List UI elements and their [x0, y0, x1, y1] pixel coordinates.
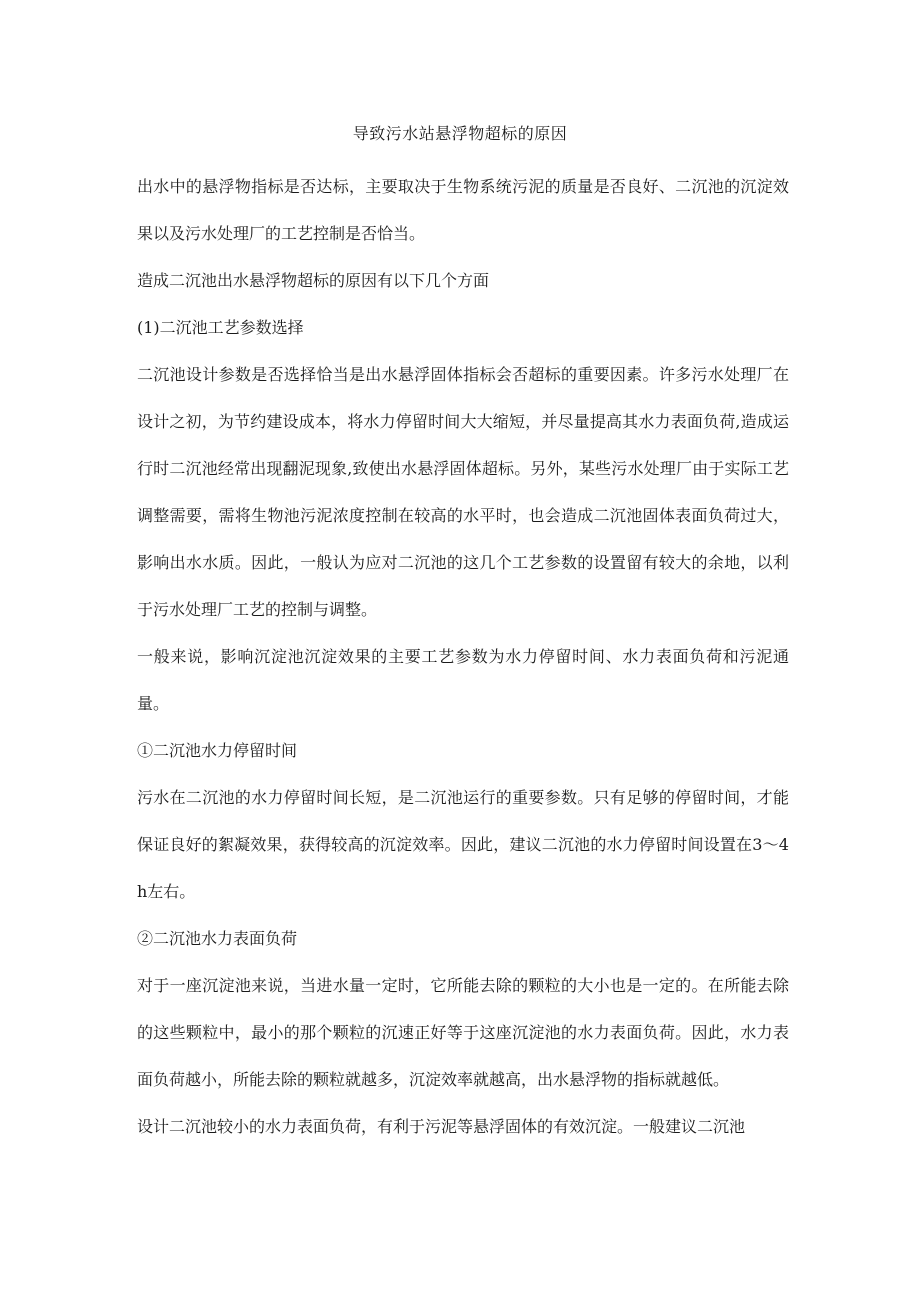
section-heading-1: (1)二沉池工艺参数选择	[137, 318, 304, 337]
document-title: 导致污水站悬浮物超标的原因	[352, 124, 568, 143]
paragraph-surface-load: 对于一座沉淀池来说，当进水量一定时，它所能去除的颗粒的大小也是一定的。在所能去除的这些颗粒中，最小的那个颗粒的沉速正好等于这座沉淀池的水力表面负荷。因此，水力表面负荷越小，所能去除的颗粒就越多，沉淀效率就越高，出水悬浮物的指标就越低。	[137, 976, 789, 1089]
paragraph-causes-lead: 造成二沉池出水悬浮物超标的原因有以下几个方面	[137, 271, 490, 290]
subsection-heading-retention-time: ①二沉池水力停留时间	[137, 741, 298, 760]
subsection-heading-surface-load: ②二沉池水力表面负荷	[137, 929, 298, 948]
paragraph-main-params: 一般来说，影响沉淀池沉淀效果的主要工艺参数为水力停留时间、水力表面负荷和污泥通量。	[137, 647, 789, 713]
paragraph-intro: 出水中的悬浮物指标是否达标，主要取决于生物系统污泥的质量是否良好、二沉池的沉淀效果以及污水处理厂的工艺控制是否恰当。	[137, 177, 789, 243]
paragraph-retention-time: 污水在二沉池的水力停留时间长短，是二沉池运行的重要参数。只有足够的停留时间，才能保证良好的絮凝效果，获得较高的沉淀效率。因此，建议二沉池的水力停留时间设置在3～4h左右。	[137, 788, 789, 901]
paragraph-design-suggestion: 设计二沉池较小的水力表面负荷，有利于污泥等悬浮固体的有效沉淀。一般建议二沉池	[137, 1117, 746, 1136]
paragraph-design-params: 二沉池设计参数是否选择恰当是出水悬浮固体指标会否超标的重要因素。许多污水处理厂在设计之初，为节约建设成本，将水力停留时间大大缩短，并尽量提高其水力表面负荷,造成运行时二沉池经常出现翻泥现象,致使出水悬浮固体超标。另外，某些污水处理厂由于实际工艺调整需要，需将生物池污泥浓度控制在较高的水平时，也会造成二沉池固体表面负荷过大，影响出水水质。因此，一般认为应对二沉池的这几个工艺参数的设置留有较大的余地，以利于污水处理厂工艺的控制与调整。	[137, 365, 789, 619]
document-body	[137, 163, 789, 1150]
